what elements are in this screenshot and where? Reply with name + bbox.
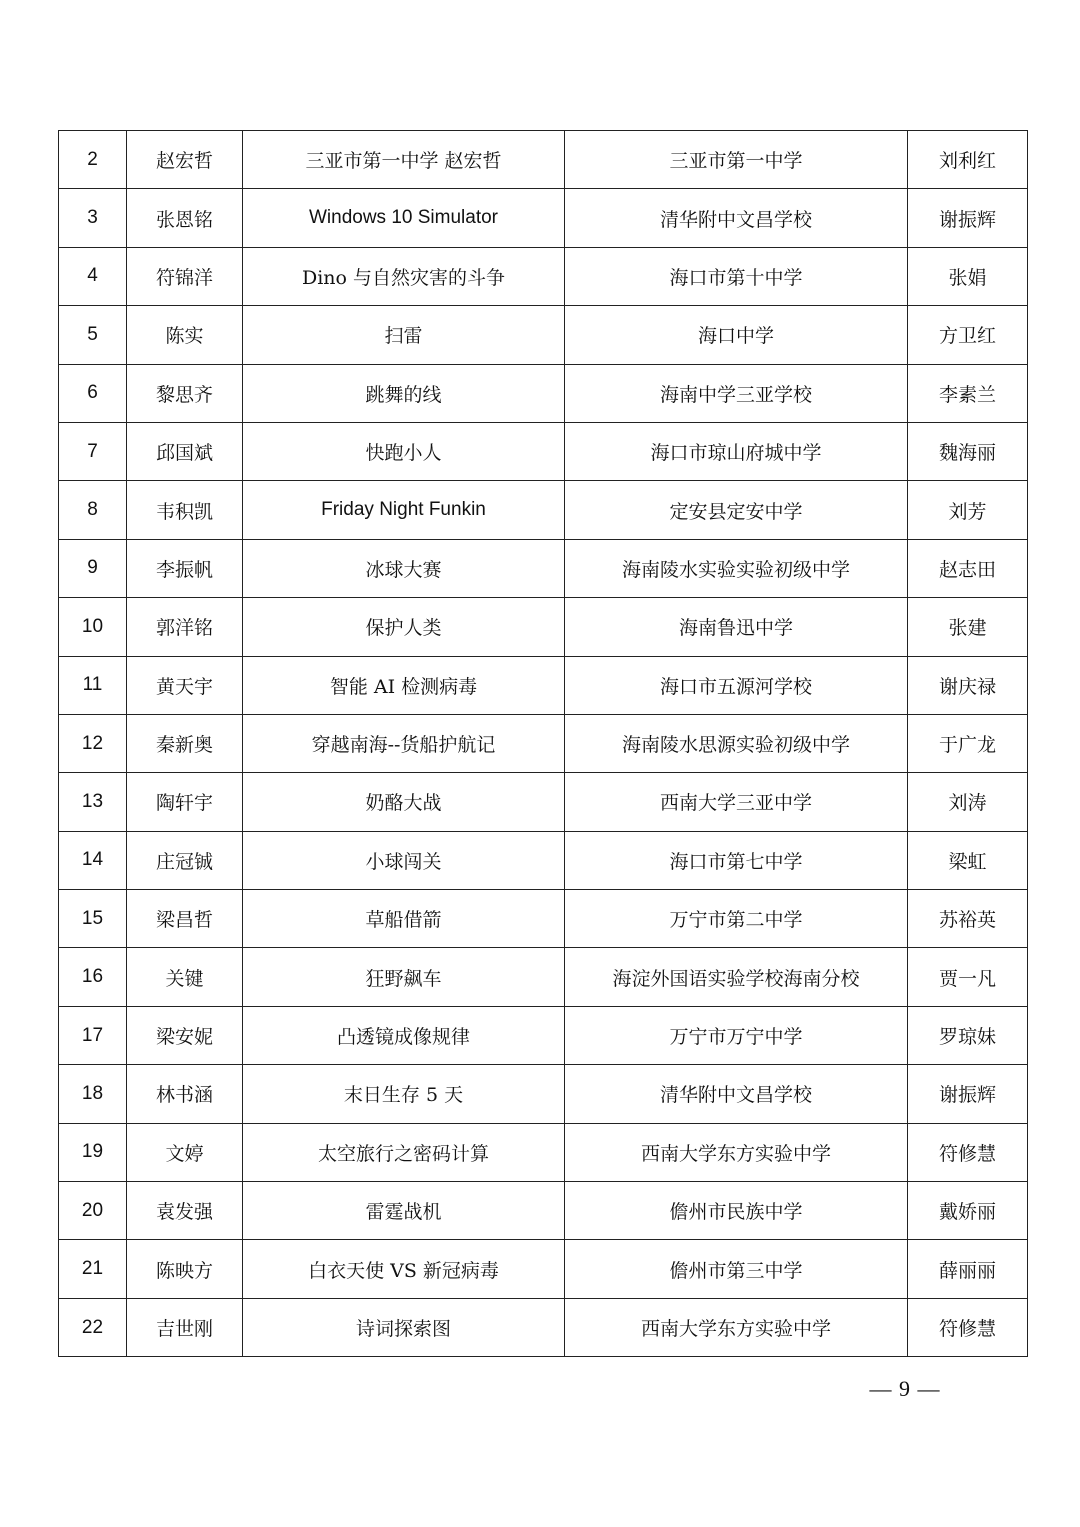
work-title-cell: 狂野飙车 <box>243 948 565 1006</box>
table-row <box>59 948 1028 1006</box>
teacher-cell: 赵志田 <box>908 539 1028 597</box>
school-cell: 西南大学东方实验中学 <box>565 1298 908 1356</box>
work-title-cell: 冰球大赛 <box>243 539 565 597</box>
teacher-cell: 方卫红 <box>908 306 1028 364</box>
work-title-cell: 快跑小人 <box>243 422 565 480</box>
table-row <box>59 247 1028 305</box>
table-row <box>59 1065 1028 1123</box>
row-number-cell: 16 <box>59 948 127 1006</box>
school-cell: 万宁市第二中学 <box>565 890 908 948</box>
table-row <box>59 306 1028 364</box>
row-number-cell: 3 <box>59 189 127 247</box>
student-name-cell: 袁发强 <box>127 1182 243 1240</box>
row-number-cell: 13 <box>59 773 127 831</box>
teacher-cell: 魏海丽 <box>908 422 1028 480</box>
table-row <box>59 481 1028 539</box>
school-cell: 西南大学东方实验中学 <box>565 1123 908 1181</box>
row-number-cell: 2 <box>59 131 127 189</box>
student-name-cell: 赵宏哲 <box>127 131 243 189</box>
row-number-cell: 21 <box>59 1240 127 1298</box>
teacher-cell: 符修慧 <box>908 1298 1028 1356</box>
row-number-cell: 14 <box>59 831 127 889</box>
table-row <box>59 1298 1028 1356</box>
school-cell: 海口市第十中学 <box>565 247 908 305</box>
table-row <box>59 1123 1028 1181</box>
work-title-cell: 太空旅行之密码计算 <box>243 1123 565 1181</box>
student-name-cell: 黄天宇 <box>127 656 243 714</box>
student-name-cell: 文婷 <box>127 1123 243 1181</box>
teacher-cell: 罗琼妹 <box>908 1006 1028 1064</box>
work-title-cell: Dino 与自然灾害的斗争 <box>243 247 565 305</box>
table-row <box>59 831 1028 889</box>
teacher-cell: 谢振辉 <box>908 189 1028 247</box>
table-row <box>59 364 1028 422</box>
row-number-cell: 19 <box>59 1123 127 1181</box>
table-row <box>59 1240 1028 1298</box>
teacher-cell: 薛丽丽 <box>908 1240 1028 1298</box>
row-number-cell: 7 <box>59 422 127 480</box>
table-row <box>59 598 1028 656</box>
student-name-cell: 秦新奥 <box>127 714 243 772</box>
work-title-cell: 三亚市第一中学 赵宏哲 <box>243 131 565 189</box>
work-title-cell: 穿越南海--货船护航记 <box>243 714 565 772</box>
work-title-cell: 奶酪大战 <box>243 773 565 831</box>
award-table <box>58 130 1028 1357</box>
award-table-body <box>59 131 1028 1357</box>
table-row <box>59 189 1028 247</box>
student-name-cell: 张恩铭 <box>127 189 243 247</box>
work-title-cell: 雷霆战机 <box>243 1182 565 1240</box>
table-row <box>59 1006 1028 1064</box>
table-row <box>59 890 1028 948</box>
student-name-cell: 李振帆 <box>127 539 243 597</box>
work-title-cell: 扫雷 <box>243 306 565 364</box>
row-number-cell: 15 <box>59 890 127 948</box>
student-name-cell: 陈映方 <box>127 1240 243 1298</box>
table-row <box>59 656 1028 714</box>
table-row <box>59 539 1028 597</box>
student-name-cell: 陶轩宇 <box>127 773 243 831</box>
student-name-cell: 梁昌哲 <box>127 890 243 948</box>
work-title-cell: Windows 10 Simulator <box>243 189 565 247</box>
school-cell: 海口中学 <box>565 306 908 364</box>
teacher-cell: 刘芳 <box>908 481 1028 539</box>
school-cell: 海淀外国语实验学校海南分校 <box>565 948 908 1006</box>
teacher-cell: 李素兰 <box>908 364 1028 422</box>
school-cell: 三亚市第一中学 <box>565 131 908 189</box>
teacher-cell: 刘涛 <box>908 773 1028 831</box>
teacher-cell: 张娟 <box>908 247 1028 305</box>
student-name-cell: 林书涵 <box>127 1065 243 1123</box>
student-name-cell: 吉世刚 <box>127 1298 243 1356</box>
work-title-cell: 跳舞的线 <box>243 364 565 422</box>
row-number-cell: 8 <box>59 481 127 539</box>
student-name-cell: 陈实 <box>127 306 243 364</box>
row-number-cell: 9 <box>59 539 127 597</box>
work-title-cell: Friday Night Funkin <box>243 481 565 539</box>
teacher-cell: 于广龙 <box>908 714 1028 772</box>
school-cell: 海南陵水思源实验初级中学 <box>565 714 908 772</box>
work-title-cell: 智能 AI 检测病毒 <box>243 656 565 714</box>
student-name-cell: 邱国斌 <box>127 422 243 480</box>
row-number-cell: 20 <box>59 1182 127 1240</box>
school-cell: 儋州市第三中学 <box>565 1240 908 1298</box>
table-row <box>59 422 1028 480</box>
teacher-cell: 符修慧 <box>908 1123 1028 1181</box>
table-row <box>59 714 1028 772</box>
teacher-cell: 苏裕英 <box>908 890 1028 948</box>
teacher-cell: 谢庆禄 <box>908 656 1028 714</box>
school-cell: 万宁市万宁中学 <box>565 1006 908 1064</box>
teacher-cell: 刘利红 <box>908 131 1028 189</box>
student-name-cell: 关键 <box>127 948 243 1006</box>
teacher-cell: 谢振辉 <box>908 1065 1028 1123</box>
work-title-cell: 诗词探索图 <box>243 1298 565 1356</box>
table-row <box>59 1182 1028 1240</box>
student-name-cell: 符锦洋 <box>127 247 243 305</box>
student-name-cell: 郭洋铭 <box>127 598 243 656</box>
student-name-cell: 黎思齐 <box>127 364 243 422</box>
page-number: — 9 — <box>869 1376 941 1401</box>
row-number-cell: 4 <box>59 247 127 305</box>
school-cell: 海南陵水实验实验初级中学 <box>565 539 908 597</box>
row-number-cell: 22 <box>59 1298 127 1356</box>
school-cell: 清华附中文昌学校 <box>565 189 908 247</box>
school-cell: 西南大学三亚中学 <box>565 773 908 831</box>
table-row <box>59 131 1028 189</box>
student-name-cell: 庄冠铖 <box>127 831 243 889</box>
work-title-cell: 小球闯关 <box>243 831 565 889</box>
row-number-cell: 5 <box>59 306 127 364</box>
school-cell: 儋州市民族中学 <box>565 1182 908 1240</box>
student-name-cell: 韦积凯 <box>127 481 243 539</box>
row-number-cell: 10 <box>59 598 127 656</box>
school-cell: 海口市第七中学 <box>565 831 908 889</box>
teacher-cell: 梁虹 <box>908 831 1028 889</box>
work-title-cell: 草船借箭 <box>243 890 565 948</box>
row-number-cell: 6 <box>59 364 127 422</box>
row-number-cell: 11 <box>59 656 127 714</box>
teacher-cell: 戴娇丽 <box>908 1182 1028 1240</box>
student-name-cell: 梁安妮 <box>127 1006 243 1064</box>
school-cell: 海南中学三亚学校 <box>565 364 908 422</box>
school-cell: 海口市五源河学校 <box>565 656 908 714</box>
school-cell: 海口市琼山府城中学 <box>565 422 908 480</box>
work-title-cell: 凸透镜成像规律 <box>243 1006 565 1064</box>
work-title-cell: 末日生存 5 天 <box>243 1065 565 1123</box>
school-cell: 清华附中文昌学校 <box>565 1065 908 1123</box>
table-row <box>59 773 1028 831</box>
row-number-cell: 17 <box>59 1006 127 1064</box>
work-title-cell: 保护人类 <box>243 598 565 656</box>
school-cell: 海南鲁迅中学 <box>565 598 908 656</box>
school-cell: 定安县定安中学 <box>565 481 908 539</box>
row-number-cell: 12 <box>59 714 127 772</box>
work-title-cell: 白衣天使 VS 新冠病毒 <box>243 1240 565 1298</box>
teacher-cell: 贾一凡 <box>908 948 1028 1006</box>
teacher-cell: 张建 <box>908 598 1028 656</box>
row-number-cell: 18 <box>59 1065 127 1123</box>
